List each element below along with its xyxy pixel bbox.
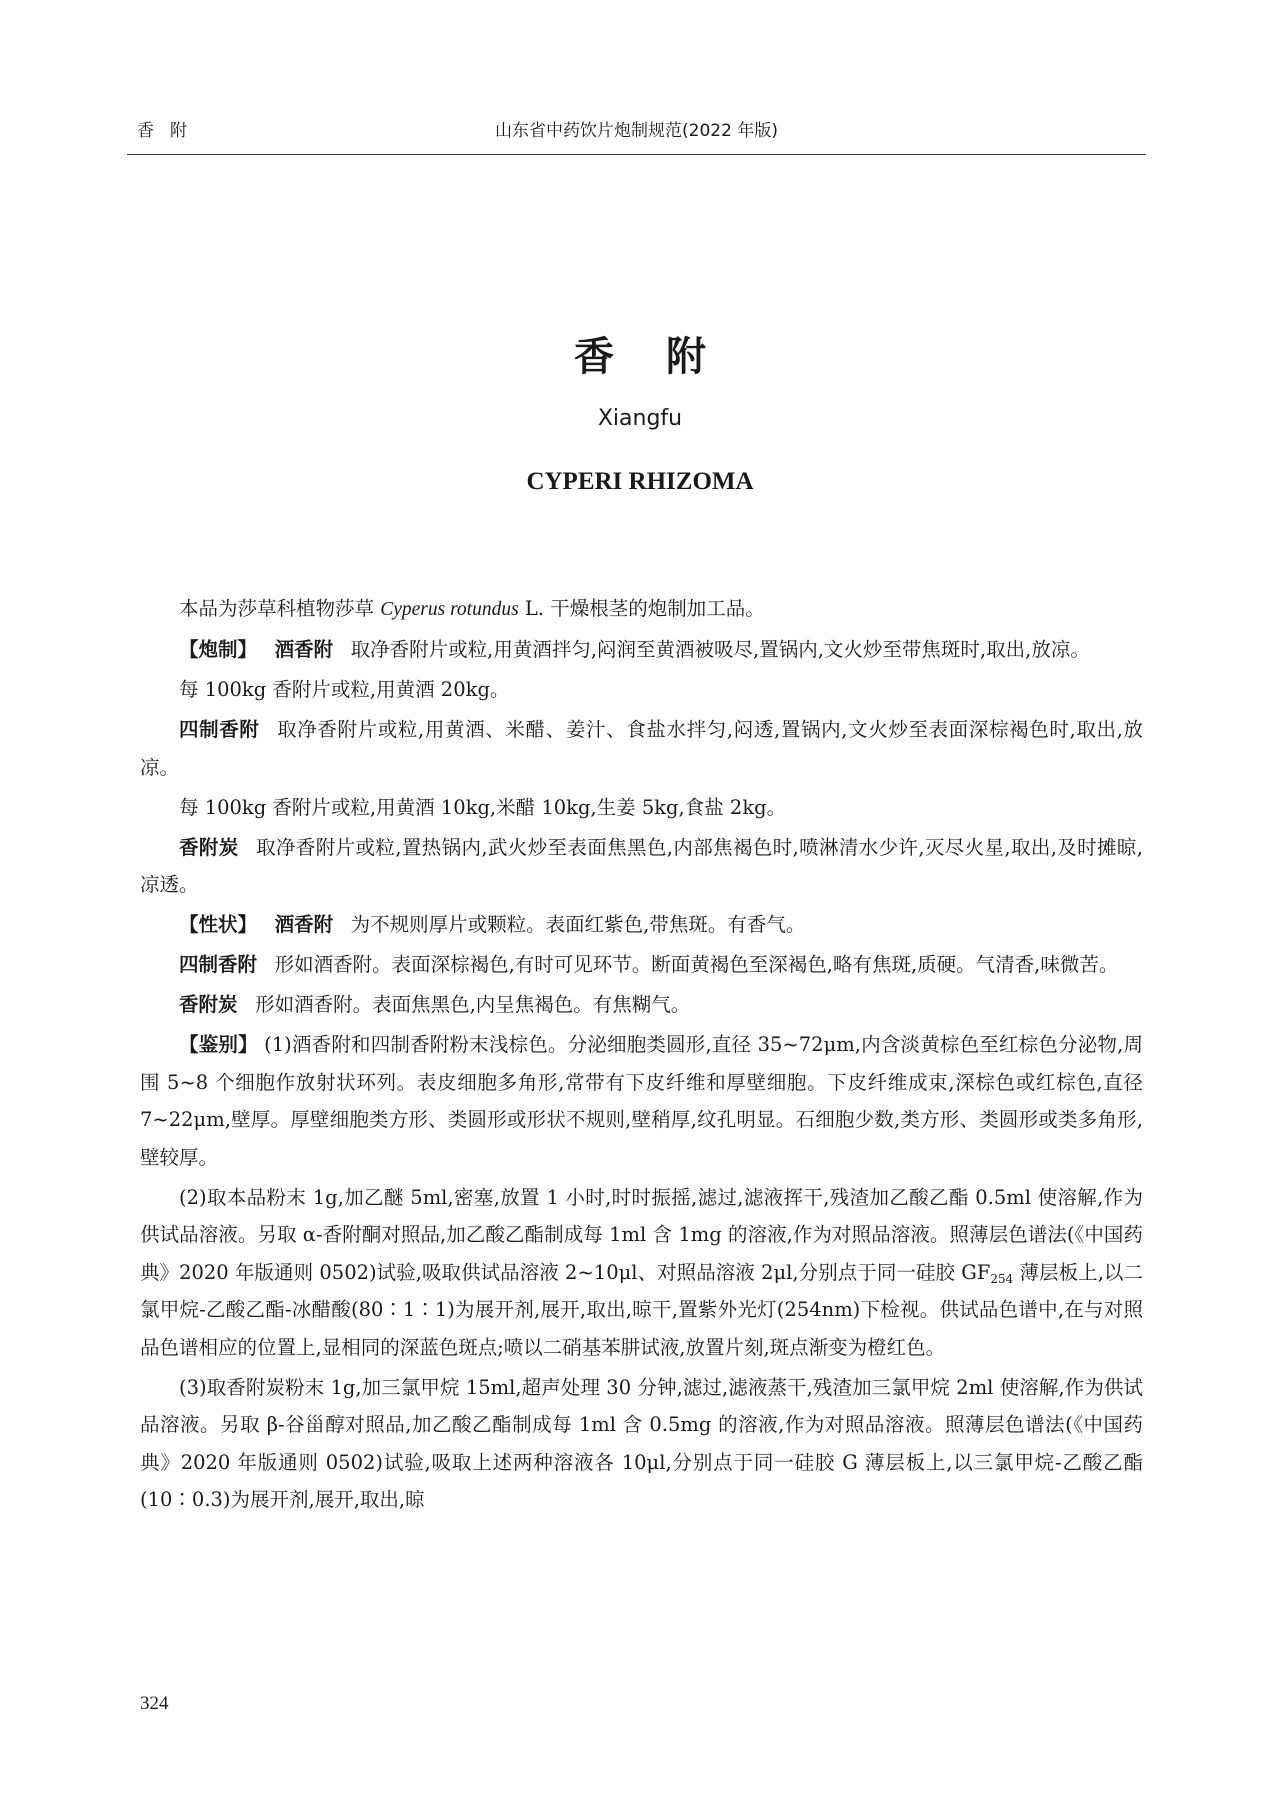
subheading-xiangfu-tan: 香附炭: [179, 993, 238, 1016]
section-label-character: 【性状】: [179, 913, 258, 936]
identification-2: (2)取本品粉末 1g,加乙醚 5ml,密塞,放置 1 小时,时时振摇,滤过,滤液挥干,残渣加乙酸乙酯 0.5ml 使溶解,作为供试品溶液。另取 α-香附酮对照品,加乙酸乙酯制成每 1ml 含 1mg 的溶液,作为对照品溶液。照薄层色谱法(《中国药典》2020 年版通则 0502)试验,吸取供试品溶液 2~10μl、对照品溶液 2μl,分别点于同一硅胶 $GF_{254}$ 薄层板上,以二氯甲烷-乙酸乙酯-冰醋酸(80∶1∶1)为展开剂,展开,取出,晾干,置紫外光灯(254nm)下检视。供试品色谱中,在与对照品色谱相应的位置上,显相同的深蓝色斑点;喷以二硝基苯肼试液,放置片刻,斑点渐变为橙红色。: [140, 1185, 1143, 1359]
processing-jiu-ratio: 每 100kg 香附片或粒,用黄酒 20kg。: [179, 678, 510, 701]
subheading-jiu-xiangfu: 酒香附: [274, 638, 334, 661]
page-number: 324: [140, 1693, 169, 1714]
latin-name: CYPERI RHIZOMA: [526, 468, 754, 495]
subheading-jiu-xiangfu: 酒香附: [274, 913, 334, 936]
character-jiu: 【性状】 酒香附 为不规则厚片或颗粒。表面红紫色,带焦斑。有香气。: [179, 913, 806, 936]
subheading-sizhi-xiangfu: 四制香附: [179, 718, 260, 741]
character-sizhi: 四制香附 形如酒香附。表面深棕褐色,有时可见环节。断面黄褐色至深褐色,略有焦斑,质硬。气清香,味微苦。: [179, 953, 1119, 976]
header-section-name: 香附: [137, 121, 203, 141]
identification-1: 【鉴别】 (1)酒香附和四制香附粉末浅棕色。分泌细胞类圆形,直径 35~72μm,内含淡黄棕色至红棕色分泌物,周围 5~8 个细胞作放射状环列。表皮细胞多角形,常带有下皮纤维和厚壁细胞。下皮纤维成束,深棕色或红棕色,直径 7~22μm,壁厚。厚壁细胞类方形、类圆形或形状不规则,壁稍厚,纹孔明显。石细胞少数,类方形、类圆形或类多角形,壁较厚。: [140, 1033, 1143, 1169]
character-tan: 香附炭 形如酒香附。表面焦黑色,内呈焦褐色。有焦糊气。: [179, 993, 691, 1016]
subheading-sizhi-xiangfu: 四制香附: [179, 953, 258, 976]
section-label-processing: 【炮制】: [179, 638, 258, 661]
identification-3: (3)取香附炭粉末 1g,加三氯甲烷 15ml,超声处理 30 分钟,滤过,滤液蒸干,残渣加三氯甲烷 2ml 使溶解,作为供试品溶液。另取 β-谷甾醇对照品,加乙酸乙酯制成每 1ml 含 0.5mg 的溶液,作为对照品溶液。照薄层色谱法(《中国药典》2020 年版通则 0502)试验,吸取上述两种溶液各 10μl,分别点于同一硅胶 G 薄层板上,以三氯甲烷-乙酸乙酯(10∶0.3)为展开剂,展开,取出,晾: [140, 1375, 1143, 1511]
processing-sizhi-ratio: 每 100kg 香附片或粒,用黄酒 10kg,米醋 10kg,生姜 5kg,食盐 2kg。: [179, 795, 787, 819]
intro-paragraph: 本品为莎草科植物莎草 Cyperus rotundus L. 干燥根茎的炮制加工品。: [179, 597, 765, 620]
monograph-body: [140, 590, 1143, 1521]
pinyin-name: Xiangfu: [597, 406, 683, 431]
header-book-title: 山东省中药饮片炮制规范(2022 年版): [495, 121, 778, 141]
subscript-254: 254: [990, 1271, 1014, 1286]
species-name: Cyperus rotundus: [380, 599, 519, 620]
processing-jiu: 【炮制】 酒香附 取净香附片或粒,用黄酒拌匀,闷润至黄酒被吸尽,置锅内,文火炒至带焦斑时,取出,放凉。: [179, 638, 1090, 661]
section-label-identification: 【鉴别】: [179, 1033, 258, 1056]
subheading-xiangfu-tan: 香附炭: [179, 835, 239, 859]
processing-tan: 香附炭 取净香附片或粒,置热锅内,武火炒至表面焦黑色,内部焦褐色时,喷淋清水少许,灭尽火星,取出,及时摊晾,凉透。: [140, 835, 1143, 896]
page-title: 香附: [574, 334, 758, 380]
running-header: [127, 114, 1146, 155]
processing-sizhi: 四制香附 取净香附片或粒,用黄酒、米醋、姜汁、食盐水拌匀,闷透,置锅内,文火炒至表面深棕褐色时,取出,放凉。: [140, 718, 1143, 779]
